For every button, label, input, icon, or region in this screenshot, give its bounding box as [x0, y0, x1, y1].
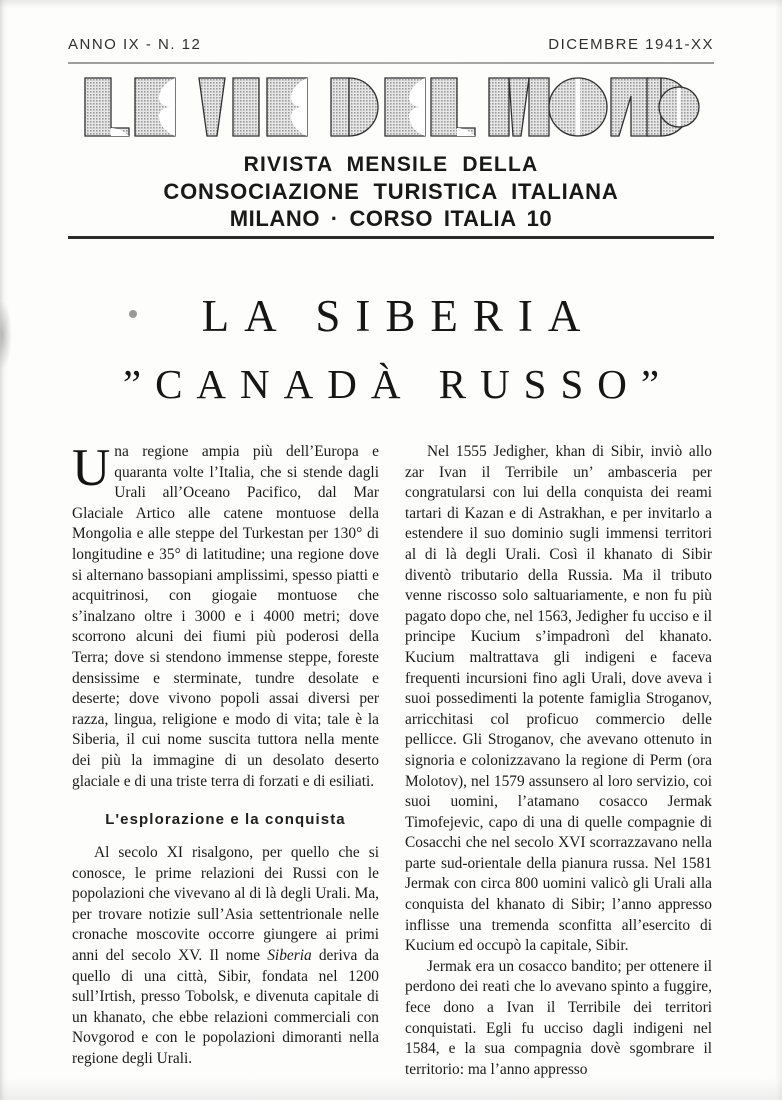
issue-number: ANNO IX - N. 12	[68, 36, 202, 53]
article-title-text: LA SIBERIA	[201, 291, 596, 341]
issue-header	[68, 36, 714, 53]
paragraph-exploration	[72, 843, 379, 1070]
masthead	[0, 74, 782, 140]
article-subtitle: ”CANADÀ RUSSO”	[122, 361, 674, 407]
article-title	[0, 288, 782, 344]
subtitle-line-3: MILANO · CORSO ITALIA 10	[229, 206, 553, 231]
subtitle-line-1: RIVISTA MENSILE DELLA	[243, 153, 539, 176]
para2-part-a: Al secolo XI risalgono, per quello che si conosce, le prime relazioni dei Russi con le popolazioni che vivevano al di là degli Urali. Ma, per trovare notizie sull’Asia settentrionale nelle cronache moscovite occorre giungere ai primi anni del secolo XV. Il nome	[72, 844, 379, 965]
term-siberia-italic: Siberia	[267, 947, 312, 965]
drop-cap: U	[72, 439, 111, 497]
header-rule	[68, 62, 714, 64]
scan-edge-top	[0, 0, 782, 8]
article-title-block	[0, 288, 782, 410]
article-body	[72, 439, 712, 1080]
paragraph-jedigher: Nel 1555 Jedigher, khan di Sibir, inviò allo zar Ivan il Terribile un’ ambasceria per congratularsi con lui della conquista dei reami tartari di Kazan e di Astrakhan, e per invitarlo a estendere il suo dominio sugli immensi territori al di là degli Urali. Così il khanato di Sibir diventò tributario della Russia. Ma il tributo venne riscosso solo saltuariamente, e non fu più pagato dopo che, nel 1563, Jedigher fu ucciso e il principe Kucium s’impadronì del khanato. Kucium maltrattava gli indigeni e faceva frequenti incursioni fino agli Urali, dove aveva i suoi possedimenti la potente famiglia Stroganov, arricchitasi col proficuo commercio delle pellicce. Gli Stroganov, che avevano ottenuto in signoria e colonizzavano la regione di Perm (ora Molotov), nel 1579 assunsero al loro servizio, coi suoi uomini, l’atamano cosacco Jermak Timofejevic, capo di una di quelle compagnie di Cosacchi che nel secolo XVI scorrazzavano nella parte sud-orientale della pianura russa. Nel 1581 Jermak con circa 800 uomini valicò gli Urali alla conquista del khanato di Sibir; l’anno appresso inflisse una tremenda sconfitta all’esercito di Kucium ed occupò la capitale, Sibir.	[405, 443, 712, 955]
subtitle-line-2: CONSOCIAZIONE TURISTICA ITALIANA	[163, 179, 619, 204]
intro-body: Mar Glaciale Artico alle catene montuose della Mongolia e alle steppe del Turkestan per 130° di longitudine e 35° di latitudine; una regione dove si alternano bassopiani amplissimi, spesso piatti e acquitrinosi, con giogaie montuose che s’inalzano oltre i 3000 e i 4000 metri; dove scorrono alcuni dei fiumi più poderosi della Terra; dove si stendono immense steppe, foreste densissime e sterminate, tundre desolate e deserte; dove vivono popoli assai diversi per razza, lingua, religione e modo di vita; tale è la Siberia, il cui nome suscita tuttora nella mente dei più la immagine di un desolato deserto glaciale e di una triste terra di forzati e di esiliati.	[72, 484, 379, 790]
paragraph-jermak: Jermak era un cosacco bandito; per ottenere il perdono dei reati che lo avevano spinto a fuggire, fece dono a Ivan il Terribile dei territori conquistati. Egli fu ucciso dagli indigeni nel 1584, e la sua compagnia dovè sgombrare il territorio: ma l’anno appresso	[405, 957, 712, 1078]
section-heading: L'esplorazione e la conquista	[105, 811, 346, 829]
intro-line-2: quaranta volte l’Italia, che si stende	[114, 463, 343, 481]
title-dot-artifact	[129, 310, 137, 318]
column-right	[405, 442, 712, 1080]
paragraph-intro	[72, 439, 379, 792]
publication-subtitle	[0, 152, 782, 232]
intro-line-3: dagli Urali all’Oceano Pacifico, dal	[114, 463, 379, 502]
para2-part-b: deriva da quello di una città, Sibir, fondata nel 1200 sull’Irtish, presso Tobolsk, e divenuta capitale di un khanato, che ebbe relazioni commerciali con Novgorod e con le popolazioni dimoranti nella regione degli Urali.	[72, 947, 379, 1068]
intro-line-1: na regione ampia più dell’Europa e	[114, 443, 379, 460]
scan-edge-bottom	[0, 1078, 782, 1100]
subtitle-rule	[68, 236, 714, 239]
column-left	[72, 439, 379, 1080]
issue-date: DICEMBRE 1941-XX	[548, 36, 714, 53]
masthead-logotype	[81, 76, 701, 138]
